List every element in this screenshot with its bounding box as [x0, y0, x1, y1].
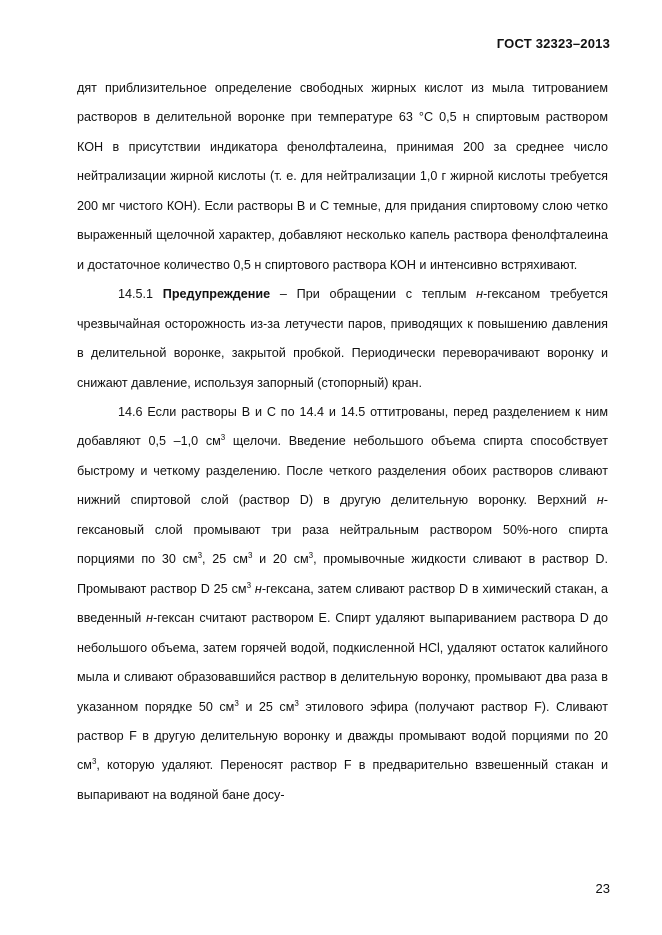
- warning-label: Предупреждение: [162, 287, 271, 302]
- paragraph-14-6: [77, 398, 608, 810]
- text-span: -гексана, затем сливают раствор D в химический стакан, а введенный: [77, 581, 609, 626]
- text-span: , 25 см: [202, 552, 248, 567]
- text-span: , которую удаляют. Переносят раствор F в предварительно взвешенный стакан и выпаривают на водяной бане досу-: [77, 758, 608, 802]
- text-span: щелочи. Введение небольшого объема спирта способствует быстрому и четкому разделению. После четкого разделения обоих растворов сливают нижний спиртовой слой (раствор D) в другую делительную воронку. Верхний: [77, 434, 608, 508]
- italic-n: н: [254, 581, 262, 596]
- page-number: 23: [595, 881, 610, 896]
- italic-n: н: [476, 287, 484, 302]
- text-span: -гексан считают раствором Е. Спирт удаляют выпариванием раствора D до небольшого объема, затем горячей водой, подкисленной HCl, удаляют остаток калийного мыла и сливают образовавшийся раствор в делительную воронку, промывают два раза в указанном порядке 50 см: [77, 611, 608, 714]
- superscript: 3: [91, 757, 97, 767]
- text-span: этилового эфира (получают раствор F). Сливают раствор F в другую делительную воронку и дважды промывают водой порциями по 20 см: [77, 699, 608, 773]
- superscript: 3: [234, 698, 239, 708]
- text-span: -гексаном требуется чрезвычайная осторожность из-за летучести паров, приводящих к повышению давления в делительной воронке, закрытой пробкой. Периодически переворачивают воронку и снижают давление, используя запорный (стопорный) кран.: [77, 287, 609, 390]
- superscript: 3: [220, 433, 226, 443]
- superscript: 3: [247, 551, 253, 561]
- superscript: 3: [294, 698, 299, 708]
- text-span: и 20 см: [252, 552, 309, 567]
- text-span: -гексановый слой промывают три раза нейтральным раствором 50%-ного спирта порциями по 30 см: [77, 493, 608, 567]
- text-span: 14.6 Если растворы В и С по 14.4 и 14.5 оттитрованы, перед разделением к ним добавляют 0,5 –1,0 см: [77, 404, 608, 449]
- superscript: 3: [197, 551, 203, 561]
- superscript: 3: [308, 551, 314, 561]
- clause-number: 14.5.1: [118, 287, 154, 302]
- document-code: ГОСТ 32323–2013: [496, 36, 610, 51]
- text-span: и 25 см: [238, 699, 295, 714]
- italic-n: н: [146, 611, 154, 626]
- paragraph-continuation: дят приблизительное определение свободных жирных кислот из мыла титрованием растворов в делительной воронке при температуре 63 °С 0,5 н спиртовым раствором КОН в присутствии индикатора фенолфталеина, принимая 200 за среднее число нейтрализации жирной кислоты (т. е. для нейтрализации 1,0 г жирной кислоты требуется 200 мг чистого КОН). Если растворы В и С темные, для придания спиртовому слою четко выраженный щелочной характер, добавляют несколько капель раствора фенолфталеина и достаточное количество 0,5 н спиртового раствора КОН и интенсивно встряхивают.: [77, 81, 608, 272]
- body-text: [77, 74, 608, 810]
- italic-n: н: [596, 493, 604, 508]
- superscript: 3: [246, 580, 252, 590]
- text-span: , промывочные жидкости сливают в раствор D. Промывают раствор D 25 см: [77, 552, 609, 596]
- paragraph-warning: [77, 280, 608, 398]
- text-span: – При обращении с теплым: [270, 287, 477, 302]
